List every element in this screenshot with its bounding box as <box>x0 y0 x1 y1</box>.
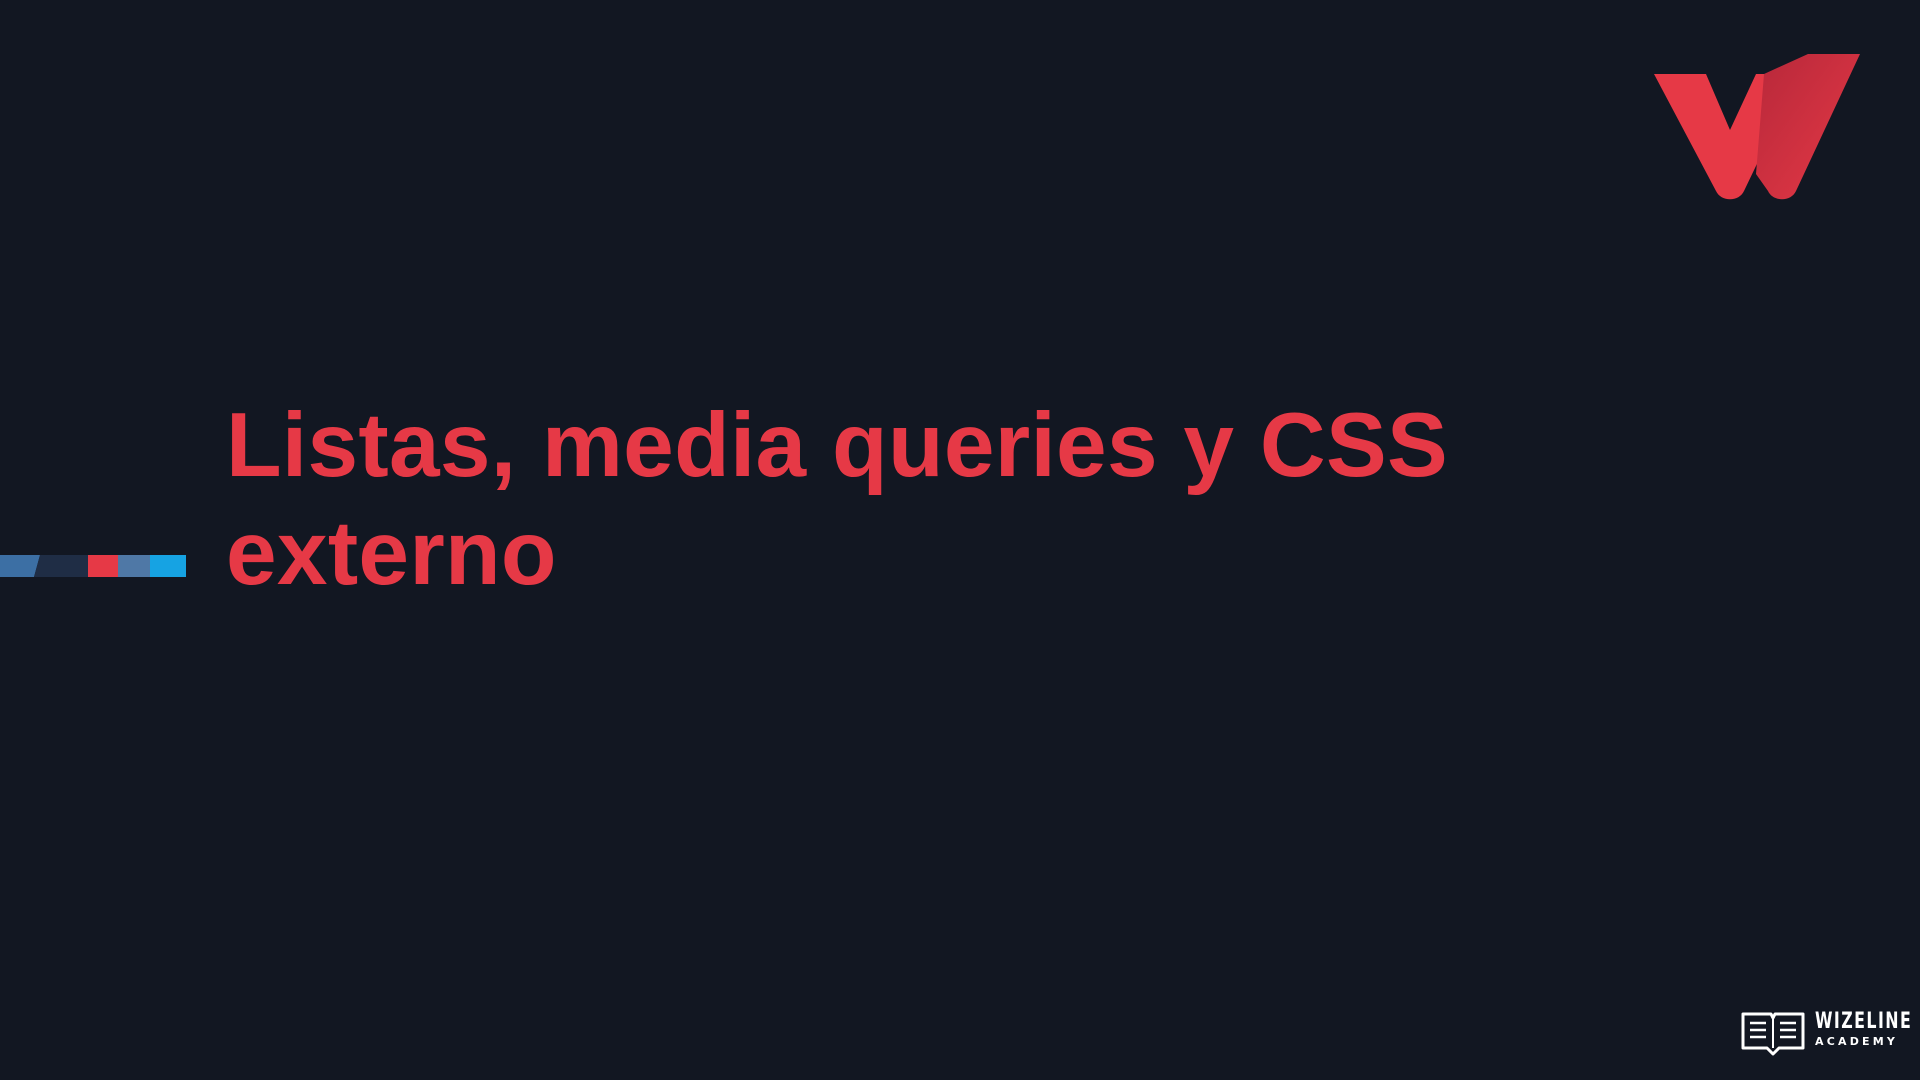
wordmark-line-1: WIZELINE <box>1815 1009 1913 1034</box>
stripe-segment-5 <box>150 555 186 577</box>
stripe-segment-2 <box>34 555 88 577</box>
stripe-segment-1 <box>0 555 40 577</box>
slide-title: Listas, media queries y CSS externo <box>226 395 1448 604</box>
stripe-segment-3 <box>88 555 118 577</box>
wizeline-academy-logo <box>1739 1008 1913 1058</box>
stripe-segment-4 <box>118 555 152 577</box>
accent-stripe <box>0 555 186 577</box>
title-block <box>226 392 1606 608</box>
academy-wordmark <box>1815 1011 1920 1047</box>
wordmark-line-2: ACADEMY <box>1815 1035 1899 1048</box>
open-book-icon <box>1739 1010 1807 1056</box>
w-right-stroke <box>1756 54 1860 199</box>
wizeline-w-icon <box>1648 54 1866 202</box>
